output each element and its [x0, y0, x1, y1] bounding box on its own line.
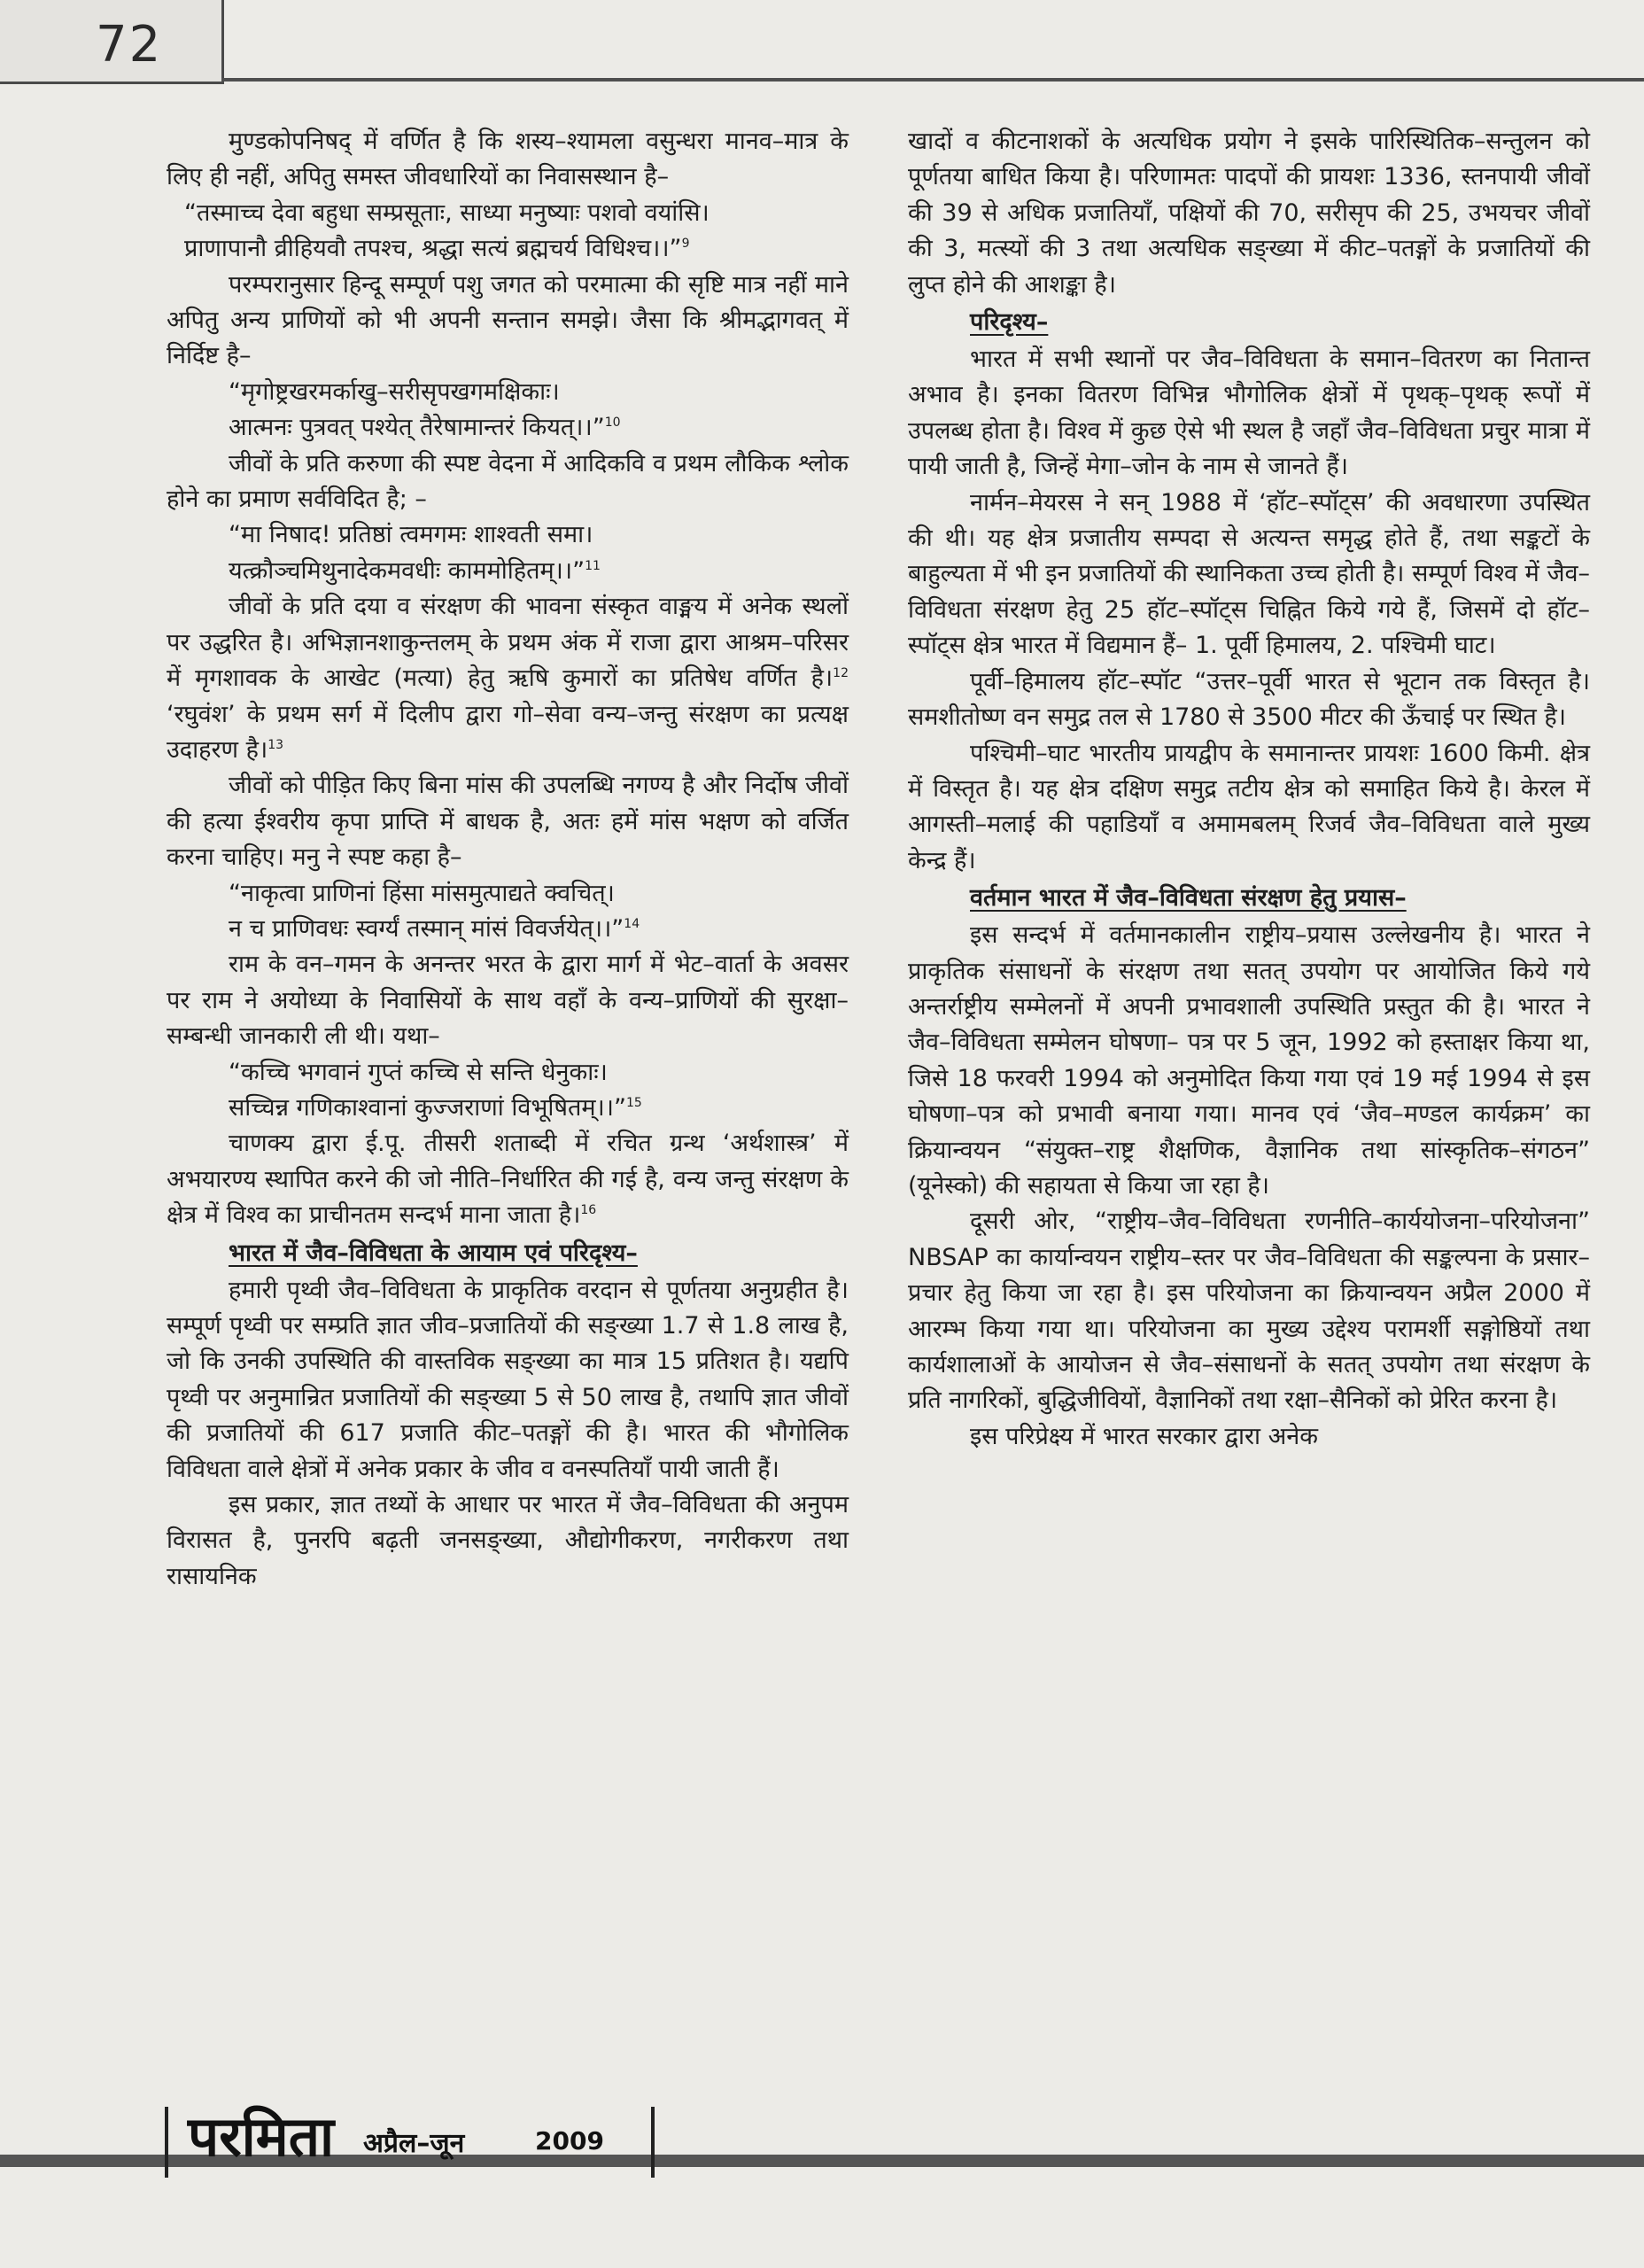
verse-line [167, 554, 849, 589]
text-run: न च प्राणिवधः स्वर्ग्यं तस्मान् मांसं विवर्जयेत्।।” [229, 914, 624, 943]
left-column [167, 124, 849, 1595]
text-run: “मा निषाद! प्रतिष्ठां त्वमगमः शाश्वती समा। [229, 521, 593, 549]
page-number-box [0, 0, 224, 84]
header-rule [221, 78, 1644, 82]
paragraph [908, 918, 1590, 1204]
footer-bar-right [651, 2107, 655, 2178]
paragraph [908, 664, 1590, 736]
verse-line [167, 517, 849, 553]
section-heading [908, 303, 1590, 342]
verse-line [167, 375, 849, 410]
section-heading-text: परिदृश्य– [970, 308, 1049, 337]
page-number: 72 [96, 16, 163, 74]
verse-line [167, 196, 849, 231]
text-run: जीवों के प्रति करुणा की स्पष्ट वेदना में आदिकवि व प्रथम लौकिक श्लोक होने का प्रमाण सर्वविदित है; – [167, 449, 849, 514]
text-run: पश्चिमी–घाट भारतीय प्रायद्वीप के समानान्तर प्रायशः 1600 किमी. क्षेत्र में विस्तृत है। यह क्षेत्र दक्षिण समुद्र तटीय क्षेत्र को समाहित किये है। केरल में आगस्ती–मलाई की पहाडियाँ व अमामबलम् रिजर्व जैव–विविधता वाले मुख्य केन्द्र हैं। [908, 739, 1590, 874]
verse-line [167, 1055, 849, 1091]
text-run: चाणक्य द्वारा ई.पू. तीसरी शताब्दी में रचित ग्रन्थ ‘अर्थशास्त्र’ में अभयारण्य स्थापित करने की जो नीति–निर्धारित की गई है, वन्य जन्तु संरक्षण के क्षेत्र में विश्व का प्राचीनतम सन्दर्भ माना जाता है। [167, 1130, 849, 1230]
text-run: मुण्डकोपनिषद् में वर्णित है कि शस्य–श्यामला वसुन्धरा मानव–मात्र के लिए ही नहीं, अपितु समस्त जीवधारियों का निवासस्थान है– [167, 128, 849, 191]
section-heading-text: वर्तमान भारत में जैव–विविधता संरक्षण हेतु प्रयास– [970, 884, 1407, 913]
issue-label: अप्रैल–जून [363, 2128, 465, 2159]
verse-line [167, 410, 849, 446]
text-run: आत्मनः पुत्रवत् पश्येत् तैरेषामान्तरं कियत्।।” [229, 414, 605, 442]
text-run: पूर्वी–हिमालय हॉट–स्पॉट “उत्तर–पूर्वी भारत से भूटान तक विस्तृत है। समशीतोष्ण वन समुद्र तल से 1780 से 3500 मीटर की ऊँचाई पर स्थित है। [908, 667, 1590, 732]
paragraph [908, 342, 1590, 485]
footnote-marker: 15 [625, 1095, 642, 1110]
footnote-marker: 12 [833, 666, 849, 681]
text-run: “मृगोष्ट्रखरमर्काखु–सरीसृपखगमक्षिकाः। [229, 377, 560, 406]
text-run: जीवों के प्रति दया व संरक्षण की भावना संस्कृत वाङ्मय में अनेक स्थलों पर उद्धरित है। अभिज्ञानशाकुन्तलम् के प्रथम अंक में राजा द्वारा आश्रम–परिसर में मृगशावक के आखेट (मत्या) हेतु ऋषि कुमारों का प्रतिषेध वर्णित है। [167, 593, 849, 693]
section-heading [908, 879, 1590, 918]
text-run: इस प्रकार, ज्ञात तथ्यों के आधार पर भारत में जैव–विविधता की अनुपम विरासत है, पुनरपि बढ़ती जनसङ्ख्या, औद्योगीकरण, नगरीकरण तथा रासायनिक [167, 1491, 849, 1590]
text-run: इस सन्दर्भ में वर्तमानकालीन राष्ट्रीय–प्रयास उल्लेखनीय है। भारत ने प्राकृतिक संसाधनों के संरक्षण तथा सतत् उपयोग पर आयोजित किये गये अन्तर्राष्ट्रीय सम्मेलनों में अपनी प्रभावशाली उपस्थिति प्रस्तुत की है। भारत ने जैव–विविधता सम्मेलन घोषणा– पत्र पर 5 जून, 1992 को हस्ताक्षर किया था, जिसे 18 फरवरी 1994 को अनुमोदित किया गया एवं 19 मई 1994 से इस घोषणा–पत्र को प्रभावी बनाया गया। मानव एवं ‘जैव–मण्डल कार्यक्रम’ का क्रियान्वयन “संयुक्त–राष्ट्र शैक्षणिक, वैज्ञानिक तथा सांस्कृतिक–संगठन” (यूनेस्को) की सहायता से किया जा रहा है। [908, 921, 1590, 1200]
verse-line [167, 912, 849, 947]
footnote-marker: 10 [604, 416, 621, 431]
text-run: “तस्माच्च देवा बहुधा सम्प्रसूताः, साध्या मनुष्याः पशवो वयांसि। [184, 198, 710, 227]
text-run: जीवों को पीड़ित किए बिना मांस की उपलब्धि नगण्य है और निर्दोष जीवों की हत्या ईश्वरीय कृपा प्राप्ति में बाधक है, अतः हमें मांस भक्षण को वर्जित करना चाहिए। मनु ने स्पष्ट कहा है– [167, 772, 849, 872]
section-heading-text: भारत में जैव–विविधता के आयाम एवं परिदृश्य– [229, 1239, 638, 1267]
text-run: यत्क्रौञ्चमिथुनादेकमवधीः काममोहितम्।।” [229, 556, 585, 585]
text-run: राम के वन–गमन के अनन्तर भरत के द्वारा मार्ग में भेट–वार्ता के अवसर पर राम ने अयोध्या के निवासियों के साथ वहाँ के वन्य–प्राणियों की सुरक्षा–सम्बन्धी जानकारी ली थी। यथा– [167, 951, 849, 1051]
text-run: नार्मन–मेयरस ने सन् 1988 में ‘हॉट–स्पॉट्स’ की अवधारणा उपस्थित की थी। यह क्षेत्र प्रजातीय सम्पदा से अत्यन्त समृद्ध होते हैं, तथा सङ्कटों के बाहुल्यता में भी इन प्रजातियों की स्थानिकता उच्च होती है। सम्पूर्ण विश्व में जैव–विविधता संरक्षण हेतु 25 हॉट–स्पॉट्स चिह्नित किये गये हैं, जिसमें दो हॉट–स्पॉट्स क्षेत्र भारत में विद्यमान हैं– 1. पूर्वी हिमालय, 2. पश्चिमी घाट। [908, 488, 1590, 660]
verse-line [167, 1091, 849, 1126]
text-run: सच्चिन्न गणिकाश्वानां कुज्जराणां विभूषितम्।।” [229, 1093, 626, 1122]
text-run: इस परिप्रेक्ष्य में भारत सरकार द्वारा अनेक [970, 1422, 1318, 1450]
magazine-title: परमिता [188, 2104, 335, 2169]
paragraph [167, 589, 849, 768]
section-heading [167, 1234, 849, 1273]
paragraph [167, 268, 849, 375]
footnote-marker: 16 [580, 1203, 597, 1218]
paragraph [908, 124, 1590, 303]
text-run: “नाकृत्वा प्राणिनां हिंसा मांसमुत्पाद्यते क्वचित्। [229, 879, 615, 907]
paragraph [908, 736, 1590, 880]
verse-line [167, 876, 849, 912]
verse-line [167, 231, 849, 267]
paragraph [167, 1487, 849, 1595]
paragraph [908, 1204, 1590, 1418]
paragraph [167, 1273, 849, 1487]
text-run: भारत में सभी स्थानों पर जैव–विविधता के समान–वितरण का नितान्त अभाव है। इनका वितरण विभिन्न भौगोलिक क्षेत्रों में पृथक्–पृथक् रूपों में उपलब्ध होता है। विश्व में कुछ ऐसे भी स्थल है जहाँ जैव–विविधता प्रचुर मात्रा में पायी जाती है, जिन्हें मेगा–जोन के नाम से जानते हैं। [908, 346, 1590, 481]
text-run: प्राणापानौ व्रीहियवौ तपश्च, श्रद्धा सत्यं ब्रह्मचर्य विधिश्च।।” [184, 235, 682, 263]
footnote-marker: 13 [268, 737, 284, 752]
paragraph [167, 768, 849, 875]
issue-year: 2009 [535, 2126, 604, 2155]
paragraph [167, 947, 849, 1054]
text-run: परम्परानुसार हिन्दू सम्पूर्ण पशु जगत को परमात्मा की सृष्टि मात्र नहीं माने अपितु अन्य प्राणियों को भी अपनी सन्तान समझे। जैसा कि श्रीमद्भागवत् में निर्दिष्ट है– [167, 270, 849, 370]
footnote-marker: 11 [585, 558, 601, 573]
paragraph [167, 447, 849, 518]
paragraph [908, 1419, 1590, 1455]
paragraph [908, 485, 1590, 664]
footnote-marker: 14 [624, 916, 640, 931]
text-run: खादों व कीटनाशकों के अत्यधिक प्रयोग ने इसके पारिस्थितिक–सन्तुलन को पूर्णतया बाधित किया है। परिणामतः पादपों की प्रायशः 1336, स्तनपायी जीवों की 39 से अधिक प्रजातियाँ, पक्षियों की 70, सरीसृप की 25, उभयचर जीवों की 3, मत्स्यों की 3 तथा अत्यधिक सङ्ख्या में कीट–पतङ्गों के प्रजातियों की लुप्त होने की आशङ्का है। [908, 128, 1590, 299]
footnote-marker: 9 [681, 237, 690, 252]
footer-bar-left [165, 2107, 168, 2178]
text-run: “कच्चि भगवानं गुप्तं कच्चि से सन्ति धेनुकाः। [229, 1058, 608, 1086]
text-run: ‘रघुवंश’ के प्रथम सर्ग में दिलीप द्वारा गो–सेवा वन्य–जन्तु संरक्षण का प्रत्यक्ष उदाहरण है। [167, 700, 849, 764]
paragraph [167, 124, 849, 196]
paragraph [167, 1126, 849, 1233]
right-column [908, 124, 1590, 1455]
text-run: हमारी पृथ्वी जैव–विविधता के प्राकृतिक वरदान से पूर्णतया अनुग्रहीत है। सम्पूर्ण पृथ्वी पर सम्प्रति ज्ञात जीव–प्रजातियों की सङ्ख्या 1.7 से 1.8 लाख है, जो कि उनकी उपस्थिति की वास्तविक सङ्ख्या का मात्र 15 प्रतिशत है। यद्यपि पृथ्वी पर अनुमान्रित प्रजातियों की सङ्ख्या 5 से 50 लाख है, तथापि ज्ञात जीवों की प्रजातियों की 617 प्रजाति कीट–पतङ्गों की है। भारत की भौगोलिक विविधता वाले क्षेत्रों में अनेक प्रकार के जीव व वनस्पतियाँ पायी जाती हैं। [167, 1276, 849, 1483]
text-run: दूसरी ओर, “राष्ट्रीय–जैव–विविधता रणनीति–कार्ययोजना–परियोजना” NBSAP का कार्यान्वयन राष्ट्रीय–स्तर पर जैव–विविधता की सङ्कल्पना के प्रसार–प्रचार हेतु किया जा रहा है। इस परियोजना का क्रियान्वयन अप्रैल 2000 में आरम्भ किया गया था। परियोजना का मुख्य उद्देश्य परामर्शी सङ्गोष्ठियों तथा कार्यशालाओं के आयोजन से जैव–संसाधनों के सतत् उपयोग तथा संरक्षण के प्रति नागरिकों, बुद्धिजीवियों, वैज्ञानिकों तथा रक्षा–सैनिकों को प्रेरित करना है। [908, 1208, 1590, 1415]
